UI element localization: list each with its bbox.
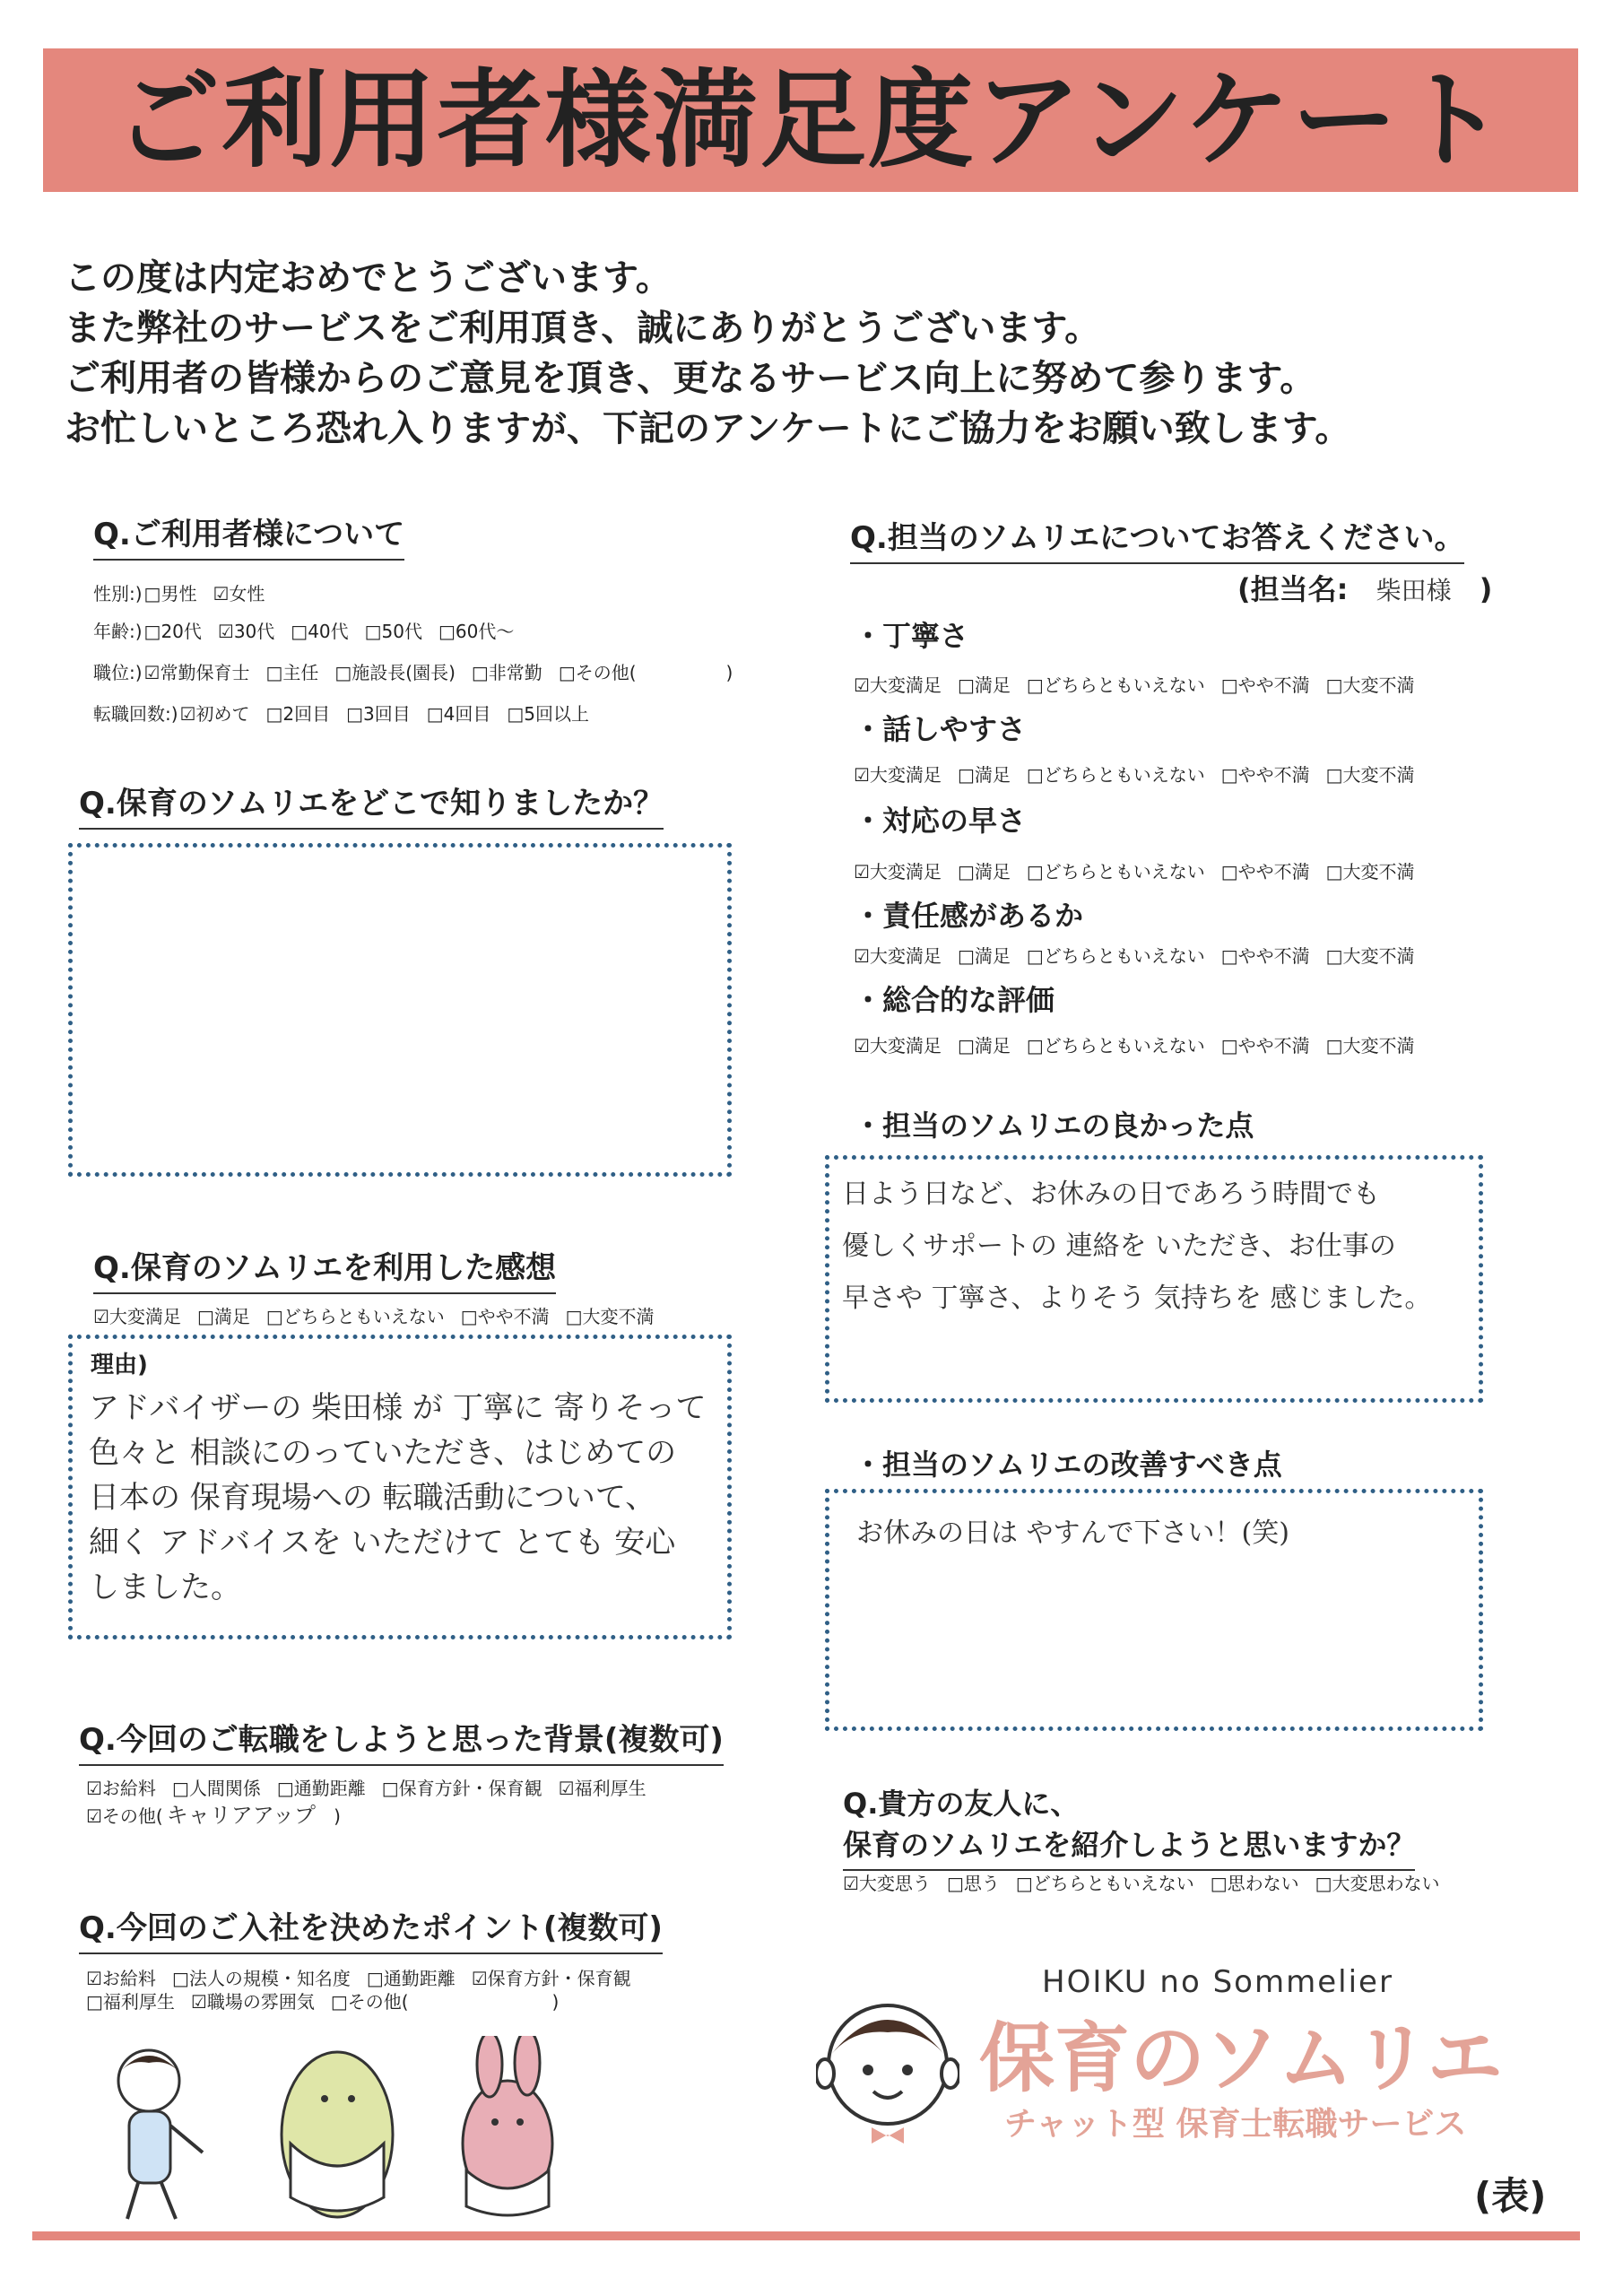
decision-options-2: [86, 1987, 575, 2013]
checkbox-director[interactable]: □施設長(園長): [334, 662, 456, 683]
checkbox-very-satisfied[interactable]: ☑大変満足: [854, 945, 942, 967]
handwritten-line: アドバイザーの 柴田様 が 丁寧に 寄りそって: [89, 1390, 707, 1426]
row-label: 職位:): [93, 662, 143, 683]
checkbox-second[interactable]: □2回目: [265, 703, 331, 725]
checkbox-male[interactable]: □男性: [143, 583, 197, 604]
reason-label: 理由): [91, 1352, 148, 1378]
checkbox-fourth[interactable]: □4回目: [426, 703, 491, 725]
checkbox-commute[interactable]: □通勤距離: [276, 1778, 366, 1799]
checkbox-satisfied[interactable]: □満足: [196, 1306, 250, 1327]
handwritten-line: 日よう日など、お休みの日であろう時間でも: [842, 1178, 1380, 1210]
politeness-options: [854, 671, 1431, 697]
good-points-text: [842, 1169, 1431, 1325]
checkbox-satisfied[interactable]: □満足: [957, 764, 1011, 786]
checkbox-very-dissatisfied[interactable]: □大変不満: [1325, 764, 1415, 786]
checkbox-very-satisfied[interactable]: ☑大変満足: [854, 861, 942, 883]
good-points-box[interactable]: [825, 1155, 1483, 1403]
checkbox-very-satisfied[interactable]: ☑大変満足: [93, 1306, 181, 1327]
job-change-row: [93, 700, 605, 726]
overall-options: [854, 1031, 1431, 1057]
checkbox-satisfied[interactable]: □満足: [957, 945, 1011, 967]
checkbox-neutral[interactable]: □どちらともいえない: [265, 1306, 445, 1327]
checkbox-dissatisfied[interactable]: □やや不満: [1220, 764, 1310, 786]
checkbox-very-satisfied[interactable]: ☑大変満足: [854, 674, 942, 696]
handwritten-line: 細く アドバイスを いただけて とても 安心: [89, 1525, 676, 1561]
brand-mascot-icon: [816, 1993, 959, 2145]
brand-tagline: HOIKU no Sommelier: [1042, 1964, 1393, 2000]
intro-line: ご利用者の皆様からのご意見を頂き、更なるサービス向上に努めて参ります。: [65, 358, 1316, 399]
checkbox-policy[interactable]: ☑保育方針・保育観: [471, 1968, 631, 1989]
background-heading: Q.今回のご転職をしようと思った背景(複数可): [79, 1715, 724, 1766]
row-label: 転職回数:): [93, 703, 178, 725]
brand-subtitle: チャット型 保育士転職サービス: [1004, 2106, 1467, 2143]
checkbox-fulltime[interactable]: ☑常勤保育士: [143, 662, 250, 683]
mascot-illustrations: [86, 2036, 624, 2233]
checkbox-no[interactable]: □思わない: [1210, 1873, 1299, 1894]
checkbox-benefits[interactable]: □福利厚生: [86, 1991, 175, 2013]
checkbox-benefits[interactable]: ☑福利厚生: [558, 1778, 647, 1799]
intro-text: [65, 253, 1571, 454]
checkbox-neutral[interactable]: □どちらともいえない: [1026, 945, 1205, 967]
checkbox-very-satisfied[interactable]: ☑大変満足: [854, 764, 942, 786]
user-heading: Q.ご利用者様について: [93, 509, 404, 561]
item-label: ・丁寧さ: [854, 619, 969, 653]
checkbox-chief[interactable]: □主任: [265, 662, 319, 683]
checkbox-dissatisfied[interactable]: □やや不満: [1220, 861, 1310, 883]
handwritten-line: 早さや 丁寧さ、よりそう 気持ちを 感じました。: [842, 1283, 1432, 1314]
checkbox-satisfied[interactable]: □満足: [957, 674, 1011, 696]
checkbox-salary[interactable]: ☑お給料: [86, 1778, 156, 1799]
checkbox-parttime[interactable]: □非常勤: [471, 662, 542, 683]
boy-character-icon: [118, 2050, 203, 2219]
checkbox-neutral[interactable]: □どちらともいえない: [1026, 674, 1205, 696]
impression-options: [93, 1302, 671, 1328]
checkbox-60s[interactable]: □60代～: [438, 621, 515, 642]
checkbox-dissatisfied[interactable]: □やや不満: [1220, 674, 1310, 696]
checkbox-strongly-no[interactable]: □大変思わない: [1315, 1873, 1440, 1894]
responsibility-options: [854, 942, 1431, 968]
checkbox-neutral[interactable]: □どちらともいえない: [1026, 1035, 1205, 1057]
checkbox-very-dissatisfied[interactable]: □大変不満: [565, 1306, 655, 1327]
checkbox-very-dissatisfied[interactable]: □大変不満: [1325, 1035, 1415, 1057]
bean-character-icon: [282, 2052, 393, 2217]
recommend-heading-1: Q.貴方の友人に、: [843, 1787, 1080, 1821]
checkbox-policy[interactable]: □保育方針・保育観: [381, 1778, 542, 1799]
page-title: ご利用者様満足度アンケート: [114, 58, 1507, 182]
impression-heading: Q.保育のソムリエを利用した感想: [93, 1243, 556, 1294]
checkbox-dissatisfied[interactable]: □やや不満: [1220, 1035, 1310, 1057]
checkbox-other[interactable]: □その他( ): [330, 1991, 560, 2013]
checkbox-very-satisfied[interactable]: ☑大変満足: [854, 1035, 942, 1057]
checkbox-first[interactable]: ☑初めて: [179, 703, 250, 725]
checkbox-very-dissatisfied[interactable]: □大変不満: [1325, 945, 1415, 967]
reason-text: [89, 1386, 707, 1610]
item-label: ・対応の早さ: [854, 804, 1027, 838]
checkbox-yes[interactable]: □思う: [946, 1873, 1000, 1894]
handwritten-line: しました。: [89, 1570, 241, 1605]
item-label: ・話しやすさ: [854, 712, 1027, 746]
checkbox-very-dissatisfied[interactable]: □大変不満: [1325, 674, 1415, 696]
checkbox-40s[interactable]: □40代: [291, 621, 349, 642]
checkbox-neutral[interactable]: □どちらともいえない: [1015, 1873, 1194, 1894]
checkbox-50s[interactable]: □50代: [364, 621, 423, 642]
name-close: ): [1479, 572, 1493, 606]
checkbox-dissatisfied[interactable]: □やや不満: [460, 1306, 550, 1327]
checkbox-other[interactable]: ☑その他(: [86, 1805, 163, 1827]
checkbox-strongly-yes[interactable]: ☑大変思う: [843, 1873, 931, 1894]
background-options: [86, 1774, 663, 1800]
good-points-heading: ・担当のソムリエの良かった点: [854, 1109, 1254, 1143]
checkbox-relationships[interactable]: □人間関係: [171, 1778, 261, 1799]
recommend-heading-2: 保育のソムリエを紹介しようと思いますか？: [843, 1822, 1415, 1871]
improve-points-heading: ・担当のソムリエの改善すべき点: [854, 1448, 1282, 1482]
ease-options: [854, 761, 1431, 787]
position-row: [93, 658, 749, 684]
item-label: ・責任感があるか: [854, 899, 1084, 933]
checkbox-satisfied[interactable]: □満足: [957, 861, 1011, 883]
sommelier-heading: Q.担当のソムリエについてお答えください。: [850, 513, 1464, 564]
name-label: (担当名:: [1237, 572, 1349, 606]
paren-close: ): [334, 1805, 341, 1827]
recommend-options: [843, 1869, 1456, 1895]
reason-box[interactable]: [68, 1335, 732, 1639]
background-other-row: [86, 1797, 357, 1829]
checkbox-female[interactable]: ☑女性: [213, 583, 265, 604]
brand-name: 保育のソムリエ: [979, 2014, 1503, 2102]
checkbox-satisfied[interactable]: □満足: [957, 1035, 1011, 1057]
improve-points-text: [856, 1511, 1289, 1556]
where-answer-box[interactable]: [68, 843, 732, 1177]
intro-line: また弊社のサービスをご利用頂き、誠にありがとうございます。: [65, 308, 1101, 349]
checkbox-fifth[interactable]: □5回以上: [507, 703, 589, 725]
sommelier-name-row: [1237, 567, 1492, 608]
decision-heading: Q.今回のご入社を決めたポイント(複数可): [79, 1903, 663, 1954]
intro-line: この度は内定おめでとうございます。: [65, 257, 672, 299]
other-handwritten: キャリアアップ: [166, 1803, 317, 1828]
rabbit-character-icon: [463, 2036, 552, 2215]
gender-row: [93, 579, 281, 605]
checkbox-neutral[interactable]: □どちらともいえない: [1026, 861, 1205, 883]
age-row: [93, 617, 530, 643]
checkbox-company-size[interactable]: □法人の規模・知名度: [171, 1968, 351, 1989]
speed-options: [854, 857, 1431, 883]
bottom-accent-bar: [32, 2231, 1580, 2240]
sommelier-name-handwritten: 柴田様: [1376, 576, 1452, 605]
checkbox-third[interactable]: □3回目: [346, 703, 411, 725]
handwritten-line: 日本の 保育現場への 転職活動について、: [89, 1480, 656, 1516]
item-label: ・総合的な評価: [854, 983, 1055, 1017]
checkbox-salary[interactable]: ☑お給料: [86, 1968, 156, 1989]
checkbox-20s[interactable]: □20代: [143, 621, 202, 642]
checkbox-commute[interactable]: □通勤距離: [366, 1968, 456, 1989]
handwritten-line: 優しくサポートの 連絡を いただき、お仕事の: [842, 1231, 1396, 1262]
front-side-mark: (表): [1474, 2174, 1547, 2218]
row-label: 年齢:): [93, 621, 143, 642]
handwritten-line: お休みの日は やすんで下さい！(笑): [856, 1518, 1289, 1549]
checkbox-atmosphere[interactable]: ☑職場の雰囲気: [190, 1991, 315, 2013]
improve-points-box[interactable]: [825, 1489, 1483, 1731]
where-heading: Q.保育のソムリエをどこで知りましたか？: [79, 778, 664, 830]
checkbox-very-dissatisfied[interactable]: □大変不満: [1325, 861, 1415, 883]
checkbox-neutral[interactable]: □どちらともいえない: [1026, 764, 1205, 786]
checkbox-other[interactable]: □その他( ): [558, 662, 733, 683]
decision-options-1: [86, 1964, 647, 1990]
checkbox-dissatisfied[interactable]: □やや不満: [1220, 945, 1310, 967]
intro-line: お忙しいところ恐れ入りますが、下記のアンケートにご協力をお願い致します。: [65, 408, 1351, 449]
handwritten-line: 色々と 相談にのっていただき、はじめての: [89, 1435, 677, 1471]
row-label: 性別:): [93, 583, 143, 604]
checkbox-30s[interactable]: ☑30代: [217, 621, 275, 642]
